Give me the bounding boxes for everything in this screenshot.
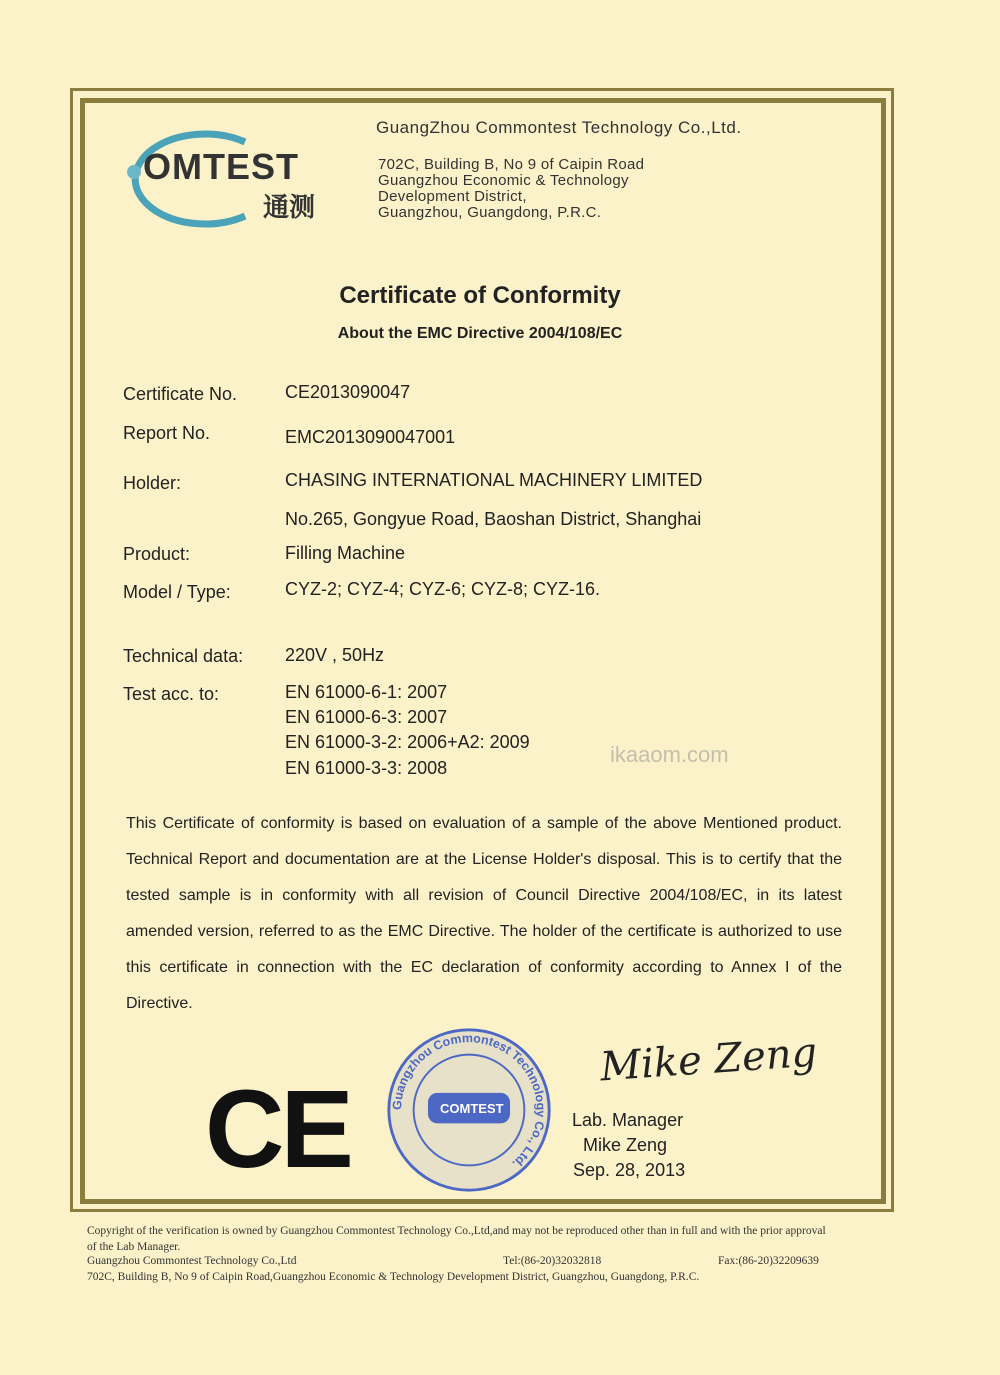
footer-copyright: Copyright of the verification is owned by Guangzhou Commontest Technology Co.,Ltd,and may not be reproduced other than in full and with the prior approval xyxy=(87,1225,826,1237)
stamp-ring-text: Guangzhou Commontest Technology Co., Ltd. xyxy=(390,1031,548,1172)
company-name: GuangZhou Commontest Technology Co.,Ltd. xyxy=(376,118,742,137)
stamp-center-text: COMTEST xyxy=(440,1101,504,1116)
company-stamp xyxy=(385,1026,553,1194)
certificate-subtitle: About the EMC Directive 2004/108/EC xyxy=(337,325,623,342)
signer-role: Lab. Manager xyxy=(572,1110,684,1130)
company-address xyxy=(378,157,644,221)
holder-label: Holder: xyxy=(123,473,182,493)
footer-copyright-cont: of the Lab Manager. xyxy=(87,1241,181,1253)
logo-chinese: 通测 xyxy=(263,192,316,222)
footer-fax: Fax:(86-20)32209639 xyxy=(718,1255,819,1267)
model-value: CYZ-2; CYZ-4; CYZ-6; CYZ-8; CYZ-16. xyxy=(285,579,601,599)
footer-company: Guangzhou Commontest Technology Co.,Ltd xyxy=(87,1255,297,1267)
footer-address: 702C, Building B, No 9 of Caipin Road,Guangzhou Economic & Technology Development District, Guangzhou, Guangdong, P.R.C. xyxy=(87,1271,700,1283)
technical-data-label: Technical data: xyxy=(123,646,244,666)
footer-tel: Tel:(86-20)32032818 xyxy=(503,1255,602,1267)
technical-data-value: 220V , 50Hz xyxy=(285,645,385,665)
product-value: Filling Machine xyxy=(285,543,406,563)
certificate-no-value: CE2013090047 xyxy=(285,382,411,402)
holder-value: CHASING INTERNATIONAL MACHINERY LIMITED xyxy=(285,470,703,490)
certificate-no-label: Certificate No. xyxy=(123,384,238,404)
signature: Mike Zeng xyxy=(598,1029,819,1091)
signer-name: Mike Zeng xyxy=(583,1135,668,1155)
test-standard: EN 61000-3-3: 2008 xyxy=(285,758,448,778)
test-label: Test acc. to: xyxy=(123,684,220,704)
address-line: 702C, Building B, No 9 of Caipin Road xyxy=(378,156,645,173)
company-logo xyxy=(125,128,335,228)
sign-date: Sep. 28, 2013 xyxy=(573,1160,686,1180)
test-standard: EN 61000-3-2: 2006+A2: 2009 xyxy=(285,732,530,752)
report-no-value: EMC2013090047001 xyxy=(285,427,456,447)
address-line: Guangzhou, Guangdong, P.R.C. xyxy=(378,204,602,221)
model-label: Model / Type: xyxy=(123,582,231,602)
address-line: Guangzhou Economic & Technology xyxy=(378,172,629,189)
certificate-title: Certificate of Conformity xyxy=(339,282,621,309)
address-line: Development District, xyxy=(378,188,527,205)
test-standard: EN 61000-6-3: 2007 xyxy=(285,707,448,727)
watermark: ikaaom.com xyxy=(610,742,729,767)
test-standard: EN 61000-6-1: 2007 xyxy=(285,682,448,702)
product-label: Product: xyxy=(123,544,191,564)
holder-address: No.265, Gongyue Road, Baoshan District, Shanghai xyxy=(285,509,702,529)
report-no-label: Report No. xyxy=(123,423,211,443)
ce-mark: CE xyxy=(205,1068,350,1191)
logo-text: OMTEST xyxy=(143,146,299,187)
certificate-body: This Certificate of conformity is based on evaluation of a sample of the above Mentioned product. Technical Report and documentation are at the License Holder's disposal. This is to certify that the tested sample is in conformity with all revision of Council Directive 2004/108/EC, in its latest amended version, referred to as the EMC Directive. The holder of the certificate is authorized to use this certificate in connection with the EC declaration of conformity according to Annex I of the Directive. xyxy=(126,815,842,1012)
